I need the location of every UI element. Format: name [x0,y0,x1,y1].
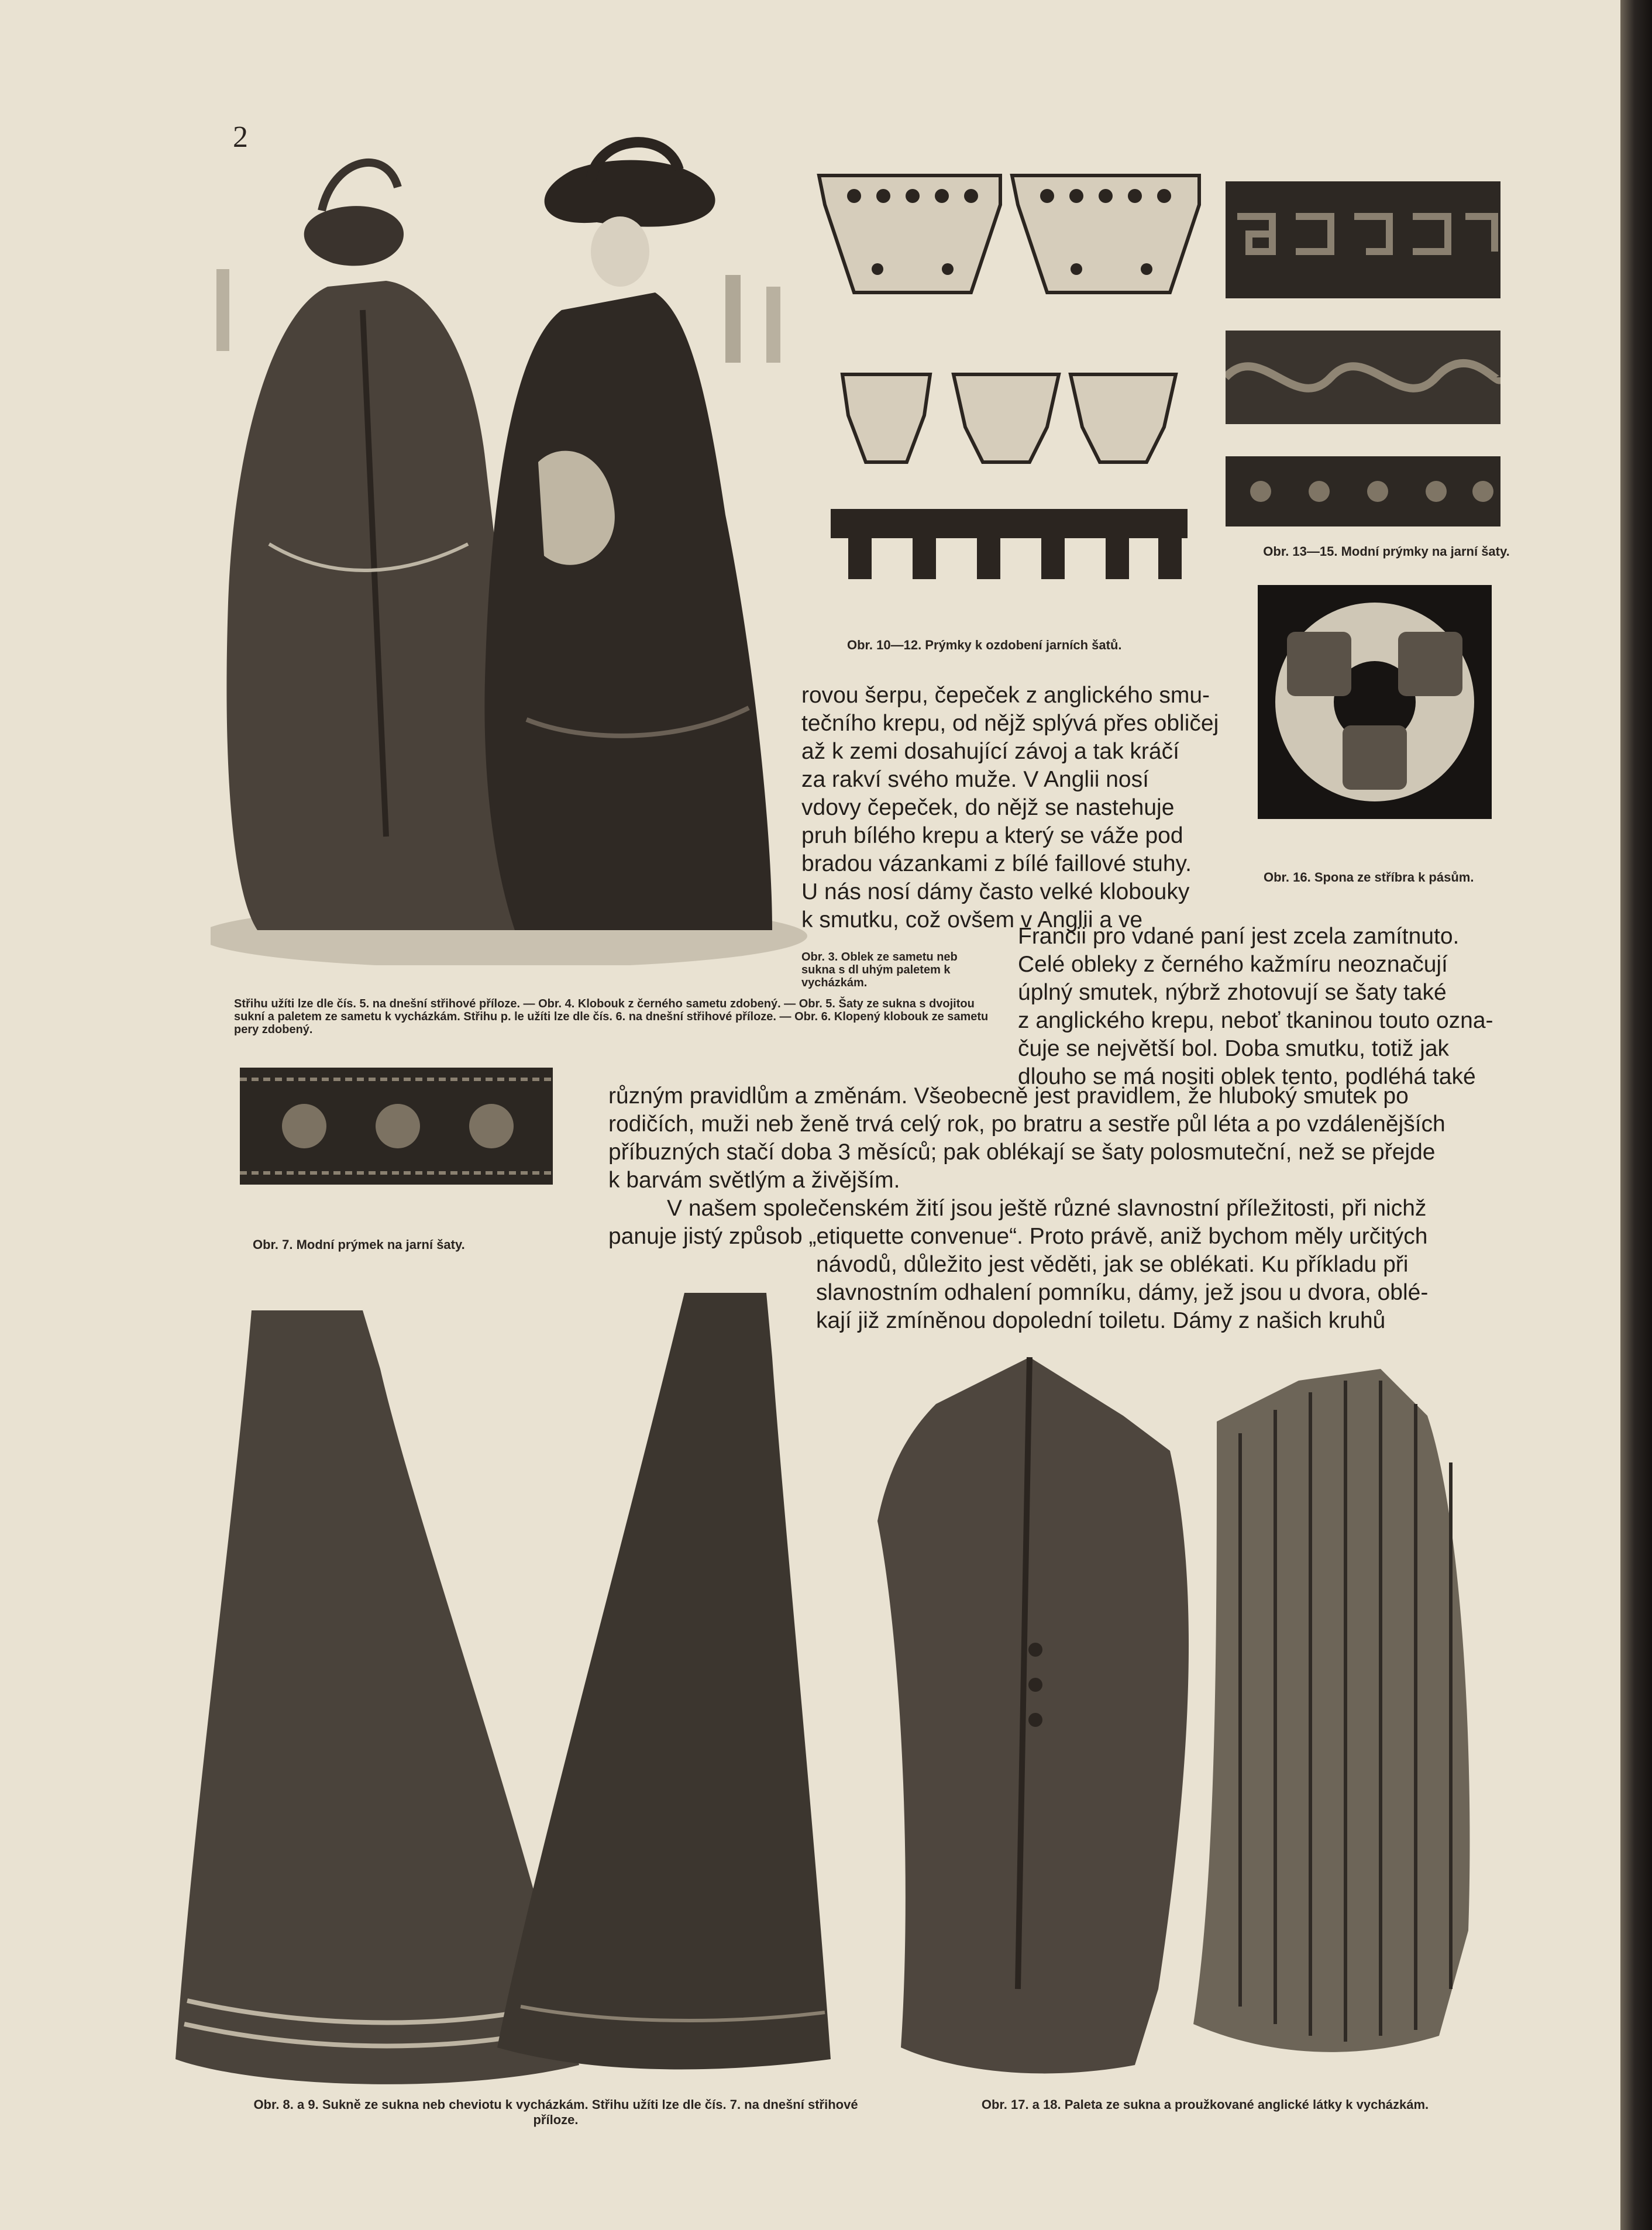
article-line: k smutku, což ovšem v Anglii a ve [801,907,1143,932]
caption-obr-3: Obr. 3. Oblek ze sametu neb sukna s dl uhým paletem k vycházkám. [801,951,958,989]
article-line: za rakví svého muže. V Anglii nosí [801,767,1149,792]
caption-obr-8-9: Obr. 8. a 9. Sukně ze sukna neb cheviotu k vycházkám. Střihu užíti lze dle čís. 7. na dnešní střihové příloze. [253,2097,858,2127]
illustration-silver-buckle [1258,585,1492,819]
illustration-jackets [866,1345,1509,2083]
caption-obr-13-15: Obr. 13—15. Modní prýmky na jarní šaty. [1263,544,1510,559]
article-line: úplný smutek, nýbrž zhotovují se šaty také [1018,980,1447,1005]
illustration-skirts [170,1287,837,2094]
illustration-modern-trims-13-15 [1226,181,1500,526]
article-line: rovou šerpu, čepeček z anglického smu- [801,683,1210,708]
article-line: vdovy čepeček, do nějž se nastehuje [801,795,1175,820]
article-line: kají již zmíněnou dopolední toiletu. Dámy z našich kruhů [816,1308,1386,1333]
article-line: různým pravidlům a změnám. Všeobecně jest pravidlem, že hluboký smutek po [608,1083,1409,1109]
caption-obr-7: Obr. 7. Modní prýmek na jarní šaty. [253,1237,465,1252]
article-line: pruh bílého krepu a který se váže pod [801,823,1183,848]
article-line: V našem společenském žití jsou ještě různé slavnostní příležitosti, při nichž [667,1196,1427,1221]
article-line: čuje se největší bol. Doba smutku, totiž jak [1018,1036,1450,1061]
article-column-mid [1018,923,1533,1091]
illustration-modern-trim-7 [240,1068,553,1185]
article-line: z anglického krepu, neboť tkaninou touto ozna- [1018,1008,1493,1033]
caption-obr-16: Obr. 16. Spona ze stříbra k pásům. [1264,870,1474,885]
article-column-narrow [801,682,1223,934]
illustration-two-women-hats [211,135,807,965]
article-line: slavnostním odhalení pomníku, dámy, jež jsou u dvora, oblé- [816,1280,1429,1305]
article-line: rodičích, muži neb ženě trvá celý rok, po bratru a sestře půl léta a po vzdálenějších [608,1111,1445,1137]
article-line: U nás nosí dámy často velké klobouky [801,879,1190,904]
caption-obr-10-12: Obr. 10—12. Prýmky k ozdobení jarních šatů. [847,638,1122,652]
article-line: Celé obleky z černého kažmíru neoznačují [1018,952,1448,977]
caption-obr-17-18: Obr. 17. a 18. Paleta ze sukna a proužkované anglické látky k vycházkám. [981,2097,1429,2112]
illustration-lace-trims [813,170,1205,603]
article-column-wide [608,1082,1521,1251]
article-line: panuje jistý způsob „etiquette convenue“. Proto právě, aniž bychom měly určitých [608,1224,1428,1249]
page-number: 2 [233,121,248,154]
book-spine [1620,0,1652,2230]
article-line: Francii pro vdané paní jest zcela zamítnuto. [1018,924,1460,949]
article-line: dlouho se má nositi oblek tento, podléhá také [1018,1064,1476,1089]
article-line: k barvám světlým a živějším. [608,1168,900,1193]
article-line: bradou vázankami z bílé faillové stuhy. [801,851,1192,876]
article-line: až k zemi dosahující závoj a tak kráčí [801,739,1179,764]
article-line: tečního krepu, od nějž splývá přes obličej [801,711,1219,736]
article-column-end [816,1251,1530,1335]
article-line: návodů, důležito jest věděti, jak se oblékati. Ku příkladu při [816,1252,1409,1277]
article-line: příbuzných stačí doba 3 měsíců; pak oblékají se šaty polosmuteční, než se přejde [608,1140,1436,1165]
caption-obr-3-6: Střihu užíti lze dle čís. 5. na dnešní střihové příloze. — Obr. 4. Klobouk z černého sametu zdobený. — Obr. 5. Šaty ze sukna s dvojitou sukní a paletem ze sametu k vycházkám. Střihu p. le užíti lze dle čís. 6. na dnešní střihové příloze. — Obr. 6. Klopený klobouk ze sametu pery zdobený. [234,997,989,1036]
